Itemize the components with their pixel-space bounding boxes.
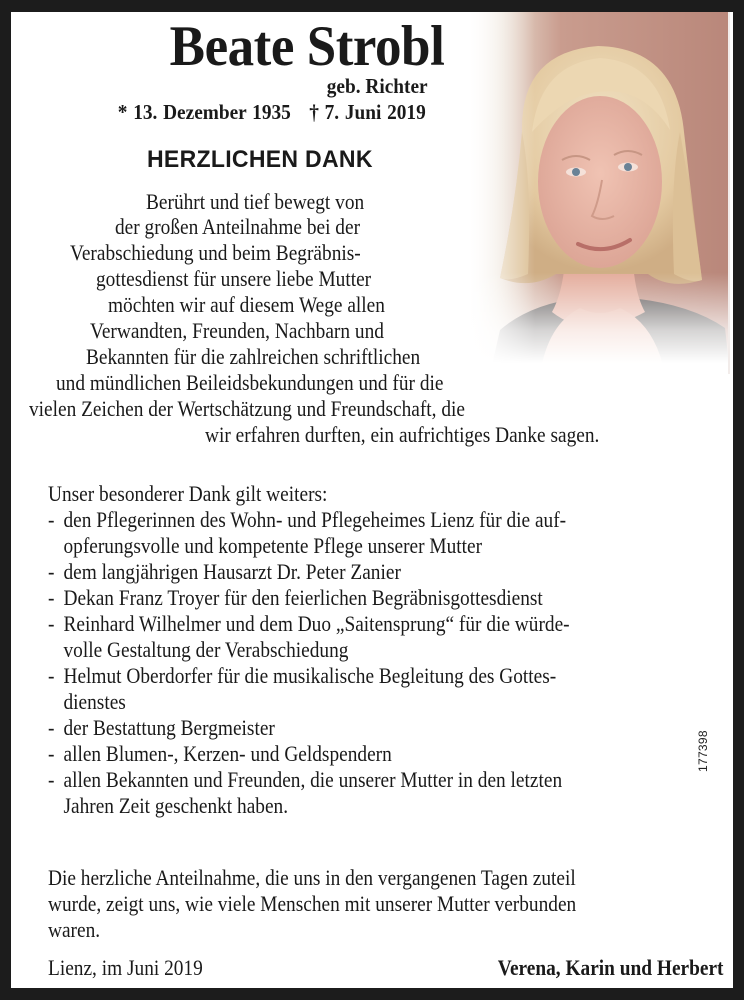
intro-line: gottesdienst für unsere liebe Mutter	[96, 266, 372, 291]
list-item	[48, 715, 702, 741]
intro-line: vielen Zeichen der Wertschätzung und Freundschaft, die	[29, 396, 465, 421]
intro-line: Berührt und tief bewegt von	[146, 189, 365, 214]
list-item-text: den Pflegerinnen des Wohn- und Pflegeheimes Lienz für die auf-	[63, 507, 567, 532]
obituary-notice	[11, 12, 733, 988]
place-and-date: Lienz, im Juni 2019	[48, 955, 203, 980]
closing-paragraph	[48, 865, 576, 943]
list-item	[48, 559, 702, 585]
intro-line: wir erfahren durften, ein aufrichtiges Danke sagen.	[205, 422, 600, 447]
life-dates	[118, 100, 426, 125]
list-item-text: Helmut Oberdorfer für die musikalische Begleitung des Gottes-	[63, 663, 557, 688]
list-item-text: der Bestattung Bergmeister	[63, 715, 275, 740]
list-item-text: allen Bekannten und Freunden, die unserer Mutter in den letzten	[63, 767, 563, 792]
thanks-list	[48, 507, 702, 819]
maiden-name: geb. Richter	[327, 74, 428, 98]
signatories: Verena, Karin und Herbert	[497, 955, 723, 980]
list-item	[48, 741, 702, 767]
closing-line: Die herzliche Anteilnahme, die uns in den vergangenen Tagen zuteil	[48, 865, 576, 890]
deceased-name: Beate Strobl	[169, 15, 444, 78]
intro-line: der großen Anteilnahme bei der	[115, 214, 361, 239]
intro-line: Verwandten, Freunden, Nachbarn und	[90, 318, 384, 343]
list-item-text: Reinhard Wilhelmer und dem Duo „Saitensprung“ für die würde-	[63, 611, 570, 636]
intro-line: Verabschiedung und beim Begräbnis-	[70, 240, 361, 265]
portrait-image	[470, 12, 730, 374]
intro-line: und mündlichen Beileidsbekundungen und für die	[56, 370, 444, 395]
list-bullet: -	[48, 663, 55, 688]
list-item	[48, 663, 702, 715]
list-item	[48, 585, 702, 611]
list-item	[48, 507, 702, 559]
portrait-photo	[470, 12, 730, 374]
list-bullet: -	[48, 507, 55, 532]
list-item-text: dienstes	[63, 689, 126, 714]
intro-line: Bekannten für die zahlreichen schriftlichen	[86, 344, 421, 369]
list-item	[48, 767, 702, 819]
closing-line: waren.	[48, 917, 101, 942]
list-bullet: -	[48, 741, 55, 766]
list-item-text: volle Gestaltung der Verabschiedung	[63, 637, 349, 662]
thanks-heading: HERZLICHEN DANK	[147, 146, 373, 173]
reference-number: 177398	[696, 730, 710, 772]
list-item-text: Dekan Franz Troyer für den feierlichen Begräbnisgottesdienst	[63, 585, 543, 610]
intro-line: möchten wir auf diesem Wege allen	[108, 292, 385, 317]
list-intro: Unser besonderer Dank gilt weiters:	[48, 481, 328, 506]
birth-date: * 13. Dezember 1935	[118, 100, 292, 124]
list-bullet: -	[48, 559, 55, 584]
list-item-text: dem langjährigen Hausarzt Dr. Peter Zanier	[63, 559, 401, 584]
death-date: † 7. Juni 2019	[309, 100, 426, 124]
list-item-text: Jahren Zeit geschenkt haben.	[63, 793, 289, 818]
list-item-text: allen Blumen-, Kerzen- und Geldspendern	[63, 741, 392, 766]
list-bullet: -	[48, 585, 55, 610]
list-item	[48, 611, 702, 663]
list-bullet: -	[48, 767, 55, 792]
list-item-text: opferungsvolle und kompetente Pflege unserer Mutter	[63, 533, 483, 558]
list-bullet: -	[48, 715, 55, 740]
closing-line: wurde, zeigt uns, wie viele Menschen mit unserer Mutter verbunden	[48, 891, 577, 916]
list-bullet: -	[48, 611, 55, 636]
